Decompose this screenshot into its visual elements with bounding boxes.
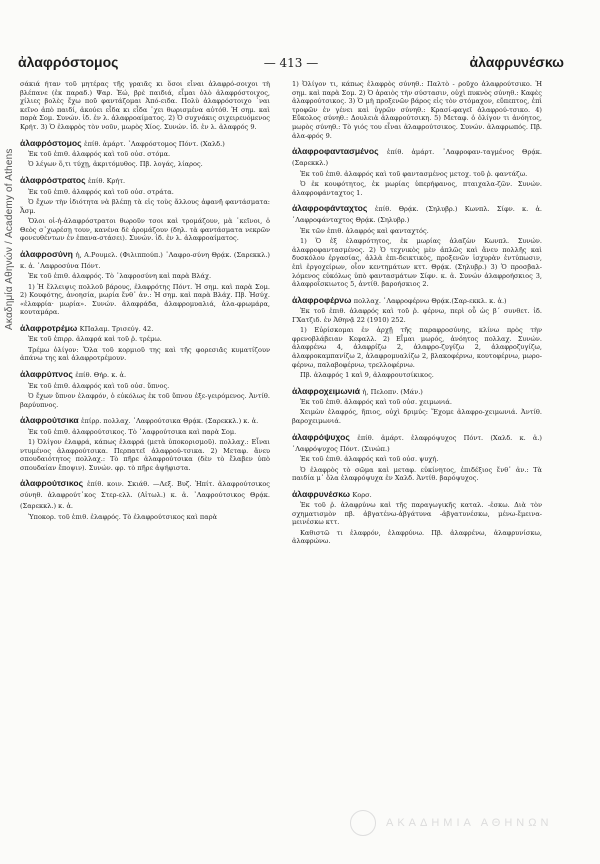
grammar-note: Κορσ. bbox=[352, 490, 372, 499]
grammar-note: ΚΠαλαμ. Τρισεύγ. 42. bbox=[79, 324, 154, 333]
entry-paragraph: 1) Ὀλίγον τι, κάπως ἐλαφρὸς σύνηθ.: Παλτὸ - ροῦχο ἀλαφρούτσικο. Ἡ σημ. καὶ παρὰ Σομ. 2) Ὁ ἀραιὸς τὴν σύστασιν, οὐχὶ πυκνὸς σύνηθ.: Καφὲς ἀλαφρούτσικος. 3) Ὁ μὴ προξενῶν βάρος εἰς τὸν στόμαχον, εὔπεπτος, ἐπὶ τροφῶν ἐν γένει καὶ ὑγρῶν σύνηθ.: Κρασί-φαγεῖ ἀλαφρού-τσικο. 4) Εὔκολος σύνηθ.: Δουλειὰ ἀλαφρούτσικη. 5) Μεταφ. ὁ ὀλίγον τι ἀνόητος, μωρὸς σύνηθ.: Τὸ γιός του εἶναι ἀλαφρούτσικος. Συνών. ἀλαφρωπός. Πβ. ἀλα-φρός 9. bbox=[292, 80, 542, 140]
entry-headword bbox=[20, 138, 270, 149]
entry-paragraph: Ὄλοι οἱ-ἡ-ἀλαφρόστρατοι θωροῦν τσοι καὶ τρομάζουν, μὰ ᾽κεῖνοι, ὁ Θεὸς σ᾽χωρέσῃ τουν, κανένα δὲ ἀρομάζουν (δηλ. τὰ φαντάσματα νεκρῶν φονευθέντων ἐν ἐπανα-στάσει). Συνών. ἰδ. ἐν λ. ἀλαφροαίματος. bbox=[20, 216, 270, 243]
entry-paragraph: Ἐκ τοῦ ἐπιθ. ἀλαφρός καὶ τοῦ ῥ. φέρνω, περὶ οὗ ὡς β´ συνθετ. ἰδ. ΓΧατζιδ. ἐν Ἀθηνᾷ 22 (1910) 252. bbox=[292, 307, 542, 324]
left-column bbox=[20, 80, 270, 850]
entry-headword bbox=[20, 323, 270, 334]
entry-paragraph: Ἐκ τοῦ ἐπιθ. ἀλαφρός καὶ τοῦ φαντασμένος μετοχ. τοῦ ῥ. φαντάζω. bbox=[300, 169, 528, 178]
entry-headword bbox=[20, 175, 270, 186]
entry-paragraph: Ἐκ τοῦ ἐπιθ. ἀλαφρός καὶ τοῦ οὐσ. στόμα. bbox=[28, 150, 171, 159]
entry-headword bbox=[292, 146, 542, 168]
entry-paragraph: Ἐκ τοῦ ἐπιρρ. ἀλαφρά καὶ τοῦ ῥ. τρέμω. bbox=[28, 335, 162, 344]
entry-paragraph: Ἐκ τοῦ ἐπιθ. ἀλαφρός. Τὸ ᾽λαφροσύνη καὶ παρὰ Βλάχ. bbox=[28, 272, 212, 281]
lemma: ἀλαφροχειμωνιά bbox=[292, 385, 361, 396]
header-right-guideword: ἀλαφρυνέσκω bbox=[469, 54, 564, 70]
entry-paragraph: Καθιστῶ τι ἐλαφρόν, ἐλαφρύνω. Πβ. ἀλαφρένω, ἀλαφρυνίσκω, ἀλαφρώνω. bbox=[292, 528, 542, 546]
lemma: ἀλαφρύπνος bbox=[20, 369, 73, 380]
entry-paragraph: Ἐκ τοῦ ῥ. ἀλαφρύνω καὶ τῆς παραγωγικῆς καταλ. -ἐσκω. Διὰ τὸν σχηματισμὸν πβ. ἀβγατένω-ἀβγάτυνα -ἀβγατυνέσκω, μένω-ἔμεινα-μεινέσκω κττ. bbox=[292, 501, 542, 527]
grammar-note: πολλαχ. ᾽Λαφροφέρνω Θρᾴκ.(Σαρ-εκκλ. κ. ἀ.) bbox=[353, 296, 507, 305]
lemma: ἀλαφρυνέσκω bbox=[292, 488, 351, 499]
lemma: ἀλαφρόστρατος bbox=[20, 175, 86, 186]
entry-paragraph: Ἐκ τοῦ ἐπιθ. ἀλαφρός καὶ τοῦ οὐσ. ὕπνος. bbox=[28, 381, 170, 390]
entry-headword bbox=[20, 415, 270, 426]
entry-paragraph: 1) Εὐρίσκομαι ἐν ἀρχῇ τῆς παραφροσύνης, κλίνω πρὸς τὴν φρενοβλάβειαν Κεφαλλ. 2) Εἶμαι μωρός, ἀνόητος πολλαχ. Συνών. ἀλαφρένω 4, ἀλαφρίζω 2, ἀλαφρο-ζυγίζω 2, ἀλαφροζυγίζω, ἀλαφροκαμπανίζω 2, ἀλαφρομυαλίζω 2, βλακοφέρνω, κουτοφέρνω, μωρο-φέρνω, παλαβοφέρνω, τρελλοφέρνω. bbox=[292, 326, 542, 369]
entry-paragraph: Ὁ ἔχων τὴν ἰδιότητα νὰ βλέπῃ τὰ εἰς τοὺς ἄλλους ἀφανῆ φαντάσματα: Ἆσμ. bbox=[20, 197, 270, 215]
entry-paragraph: Ὁ ἔχων ὕπνον ἐλαφρόν, ὁ εὐκόλως ἐκ τοῦ ὕπνου ἐξε-γειρόμενος. Ἀντίθ. βαρύυπνος. bbox=[20, 391, 270, 409]
lemma: ἀλαφροτρέμω bbox=[20, 322, 78, 333]
lemma: ἀλαφρούτσικος bbox=[20, 478, 84, 489]
entry-headword bbox=[20, 369, 270, 380]
header-left-guideword: ἀλαφρόστομος bbox=[18, 54, 119, 70]
seal-icon bbox=[350, 810, 376, 836]
entry-headword bbox=[20, 478, 270, 511]
page-number: — 413 — bbox=[263, 56, 319, 70]
grammar-note: ἡ, Πελοπν. (Μάν.) bbox=[362, 387, 423, 396]
lemma: ἀλαφρόψυχος bbox=[292, 431, 350, 442]
lemma: ἀλαφροφαντασμένος bbox=[292, 146, 379, 157]
entry-headword bbox=[292, 432, 542, 454]
entry-paragraph: Ὑποκορ. τοῦ ἐπιθ. ἐλαφρός. Τὸ ἐλαφρούτσικος καὶ παρὰ bbox=[28, 512, 218, 521]
running-header bbox=[18, 54, 564, 76]
entry-paragraph: Ἐκ τῶν ἐπιθ. ἀλαφρός καὶ φανταχτός. bbox=[300, 226, 429, 235]
right-column bbox=[292, 80, 542, 850]
grammar-note: ἐπίθ. ἀμάρτ. ἐλαφρόψυχος Πόντ. (Χαλδ. κ. ἀ.) ᾽Λαφρόψυχος Πόντ. (Σινώπ.) bbox=[292, 433, 542, 453]
entry-paragraph: 1) Ἡ ἔλλειψις πολλοῦ βάρους, ἐλαφρότης Πόντ. Ἡ σημ. καὶ παρὰ Σομ. 2) Κουφότης, ἀνοησία, μωρία ἔνθ᾽ ἀν.: Ἡ σημ. καὶ παρὰ Βλάχ. Πβ. Ἡσύχ. «ἐλαφρία· μωρία». Συνών. ἀλαφράδα, ἀλαφρομυαλιά, ἀλα-φρωμάρα, κουταμάρα. bbox=[20, 282, 270, 317]
entry-paragraph: Ἐκ τοῦ ἐπιθ. ἀλαφρός καὶ τοῦ οὐσ. στράτα. bbox=[28, 187, 174, 196]
grammar-note: ἐπίθ. κοιν. Σκιάθ. —Λεξ. Βυζ. Ἠπίτ. ἀλαφρούτσικος σύνηθ. ἀλαφρούτ᾽κος Στερ-ελλ. (Αἰτωλ.) κ. ἀ. ᾽Λαφρούτσικος Θρᾴκ. (Σαρεκκλ.) κ. ἀ. bbox=[20, 480, 270, 511]
grammar-note: ἐπίθ. Θήρ. κ. ἀ. bbox=[75, 371, 127, 380]
grammar-note: ἐπίθ. Κρήτ. bbox=[87, 177, 126, 186]
entry-paragraph: Ὁ ἐλαφρὸς τὸ σῶμα καὶ μεταφ. εὐκίνητος, ἐπιδέξιος ἔνθ᾽ ἀν.: Τὰ παιδία μ᾽ ὅλα ἐλαφρόψυχα ἐν Χαλδ. Ἀντίθ. βαρόψυχος. bbox=[292, 465, 542, 483]
entry-paragraph: Ἐκ τοῦ ἐπιθ. ἀλαφρούτσικος. Τὸ ᾽λαφρούτσικα καὶ παρὰ Σομ. bbox=[28, 427, 237, 436]
entry-paragraph: Χειμὼν ἐλαφρός, ἤπιος, οὐχὶ δριμύς: Ἔχομε ἀλαφρο-χειμωνιά. Ἀντίθ. βαροχειμωνιά. bbox=[292, 408, 542, 426]
entry-paragraph: σάκιά ήταν τοῦ μητέρας τῆς γραιᾶς κι ὅσοι εἶναι ἀλαφρό-σοιχοι τὴ βλέπανε (ἐκ παραδ.) Ψαρ. Ἐώ, βρὲ παιδιά, εἶμαι ὁλὸ ἀλαφρόστοιχος, χίλιες βολὲς ἔχω ποῦ φαντάζομαι Ἀπό-ειδα. Πολὺ ἀλαφρόστοιχο ᾽ναι κεῖνο ἀπὸ παιδί, ἀκούει εἶδα κι εἶδα ᾽χει θωρισμένα αὐτόθ. Ἡ σημ. καὶ παρὰ Σομ. Συνών. ἰδ. ἐν λ. ἀλαφροαίματος. 2) Ὁ συχνάκις σιχειρευόμενος Κρήτ. 3) Ὁ ἐλαφρὸς τὸν νοῦν, μωρὸς Χίος. Συνών. ἰδ. ἐν λ. ἀλαφρός 9. bbox=[20, 80, 270, 131]
entry-headword bbox=[292, 203, 542, 225]
watermark-text: ΑΚΑΔΗΜΙΑ ΑΘΗΝΩΝ bbox=[386, 816, 553, 829]
lemma: ἀλαφρούτσικα bbox=[20, 415, 79, 426]
entry-paragraph: Ἐκ τοῦ ἐπιθ. ἀλαφρός καὶ τοῦ οὐσ. χειμωνιά. bbox=[300, 398, 452, 407]
grammar-note: ἐπίρρ. πολλαχ. ᾽Λαφρούτσικα Θρᾴκ. (Σαρεκκλ.) κ. ἀ. bbox=[81, 417, 259, 426]
grammar-note: ἐπίθ. ἀμάρτ. ᾽Λαφροφαν-ταγμένος Θρᾴκ. (Σαρεκκλ.) bbox=[292, 148, 542, 168]
entry-headword bbox=[20, 249, 270, 271]
entry-paragraph: 1) Ὁ ἐξ ἐλαφρότητος, ἐκ μωρίας ἀλαζὼν Κωνπλ. Συνών. ἀλαφροφαντασμένος. 2) Ὁ τεχνικὸς μὲν ἁπλῶς καὶ ἄνευ πολλῆς καὶ δυσκόλου ἐργασίας, ἀλλὰ ἐπι-δεικτικὸς, προξενῶν ἰσχυρὰν ἐντύπωσιν, ἐπὶ ἐργοχείρων, οἷον κεντημάτων κττ. Θρᾴκ. (Σηλυβρ.) 3) Ὁ προσβαλ-λόμενος εὐκόλως ὑπὸ φαντασμάτων Σίφν. κ. ἀ. Συνών ἀλαφροήσκιος 3, ἀλαφροΐσκιωτος 5, ἀντίθ. βαροήσκιος 2. bbox=[292, 237, 542, 289]
lemma: ἀλαφροσύνη bbox=[20, 248, 73, 259]
vertical-archive-note: Ακαδημία Αθηνών / Academy of Athens bbox=[4, 148, 15, 330]
entry-headword bbox=[292, 489, 542, 500]
entry-paragraph: Ὁ ἐκ κουφότητος, ἐκ μωρίας ὑπερήφανος, πταιχαλα-ζῶν. Συνών. ἀλαφροφάνταχτος 1. bbox=[292, 180, 542, 197]
grammar-note: ἡ, Α.Ρουμελ. (Φιλιππούπ.) ᾽Λαφρο-σύνη Θρᾴκ. (Σαρεκκλ.) κ. ἀ. ᾽Λαφροσύνα Πόντ. bbox=[20, 250, 270, 270]
entry-headword bbox=[292, 295, 542, 306]
lemma: ἀλαφροφάνταχτος bbox=[292, 203, 368, 214]
entry-paragraph: Ὁ λέγων ὅ,τι τύχῃ, ἀκριτόμυθος. Πβ. λογάς, λίαρος. bbox=[28, 160, 203, 169]
grammar-note: ἐπίθ. Θρᾴκ. (Σηλυβρ.) Κωνπλ. Σίφν. κ. ἀ. ᾽Λαφροφάνταχτος Θρᾴκ. (Σηλυβρ.) bbox=[292, 205, 542, 225]
entry-paragraph: Τρέμω ὀλίγον: Ὅλα τοῦ κορμιοῦ της καὶ τῆς φορεσιᾶς κυματίζουν ἀπάνω της καὶ ἀλαφροτρέμουν. bbox=[20, 345, 270, 363]
lemma: ἀλαφρόστομος bbox=[20, 137, 82, 148]
watermark bbox=[340, 810, 552, 836]
lemma: ἀλαφροφέρνω bbox=[292, 294, 352, 305]
entry-paragraph: 1) Ὀλίγον ἐλαφρά, κάπως ἐλαφρά (μετὰ ὑποκορισμοῦ). πολλαχ.: Εἶναι ντυμένος ἀλαφρούτσικα. Περπατεῖ ἀλαφρού-τσικα. 2) Μεταφ. ἄνευ σπουδαιότητος πολλαχ.: Τὸ πῆρε ἀλαφρούτσικα (δὲν τὸ ἔλαβεν ὑπὸ σπουδαίαν ἔποψιν). Συνών. φρ. τὸ πῆρε ἀψήφιστα. bbox=[20, 438, 270, 472]
grammar-note: ἐπίθ. ἀμάρτ. ᾽Λαφρόστομος Πόντ. (Χαλδ.) bbox=[84, 139, 225, 148]
entry-paragraph: Πβ. ἀλαφρός 1 καὶ 9, ἀλαφρουτσίκικος. bbox=[300, 370, 434, 379]
entry-headword bbox=[292, 386, 542, 397]
entry-paragraph: Ἐκ τοῦ ἐπιθ. ἀλαφρός καὶ τοῦ οὐσ. ψυχή. bbox=[300, 455, 439, 464]
